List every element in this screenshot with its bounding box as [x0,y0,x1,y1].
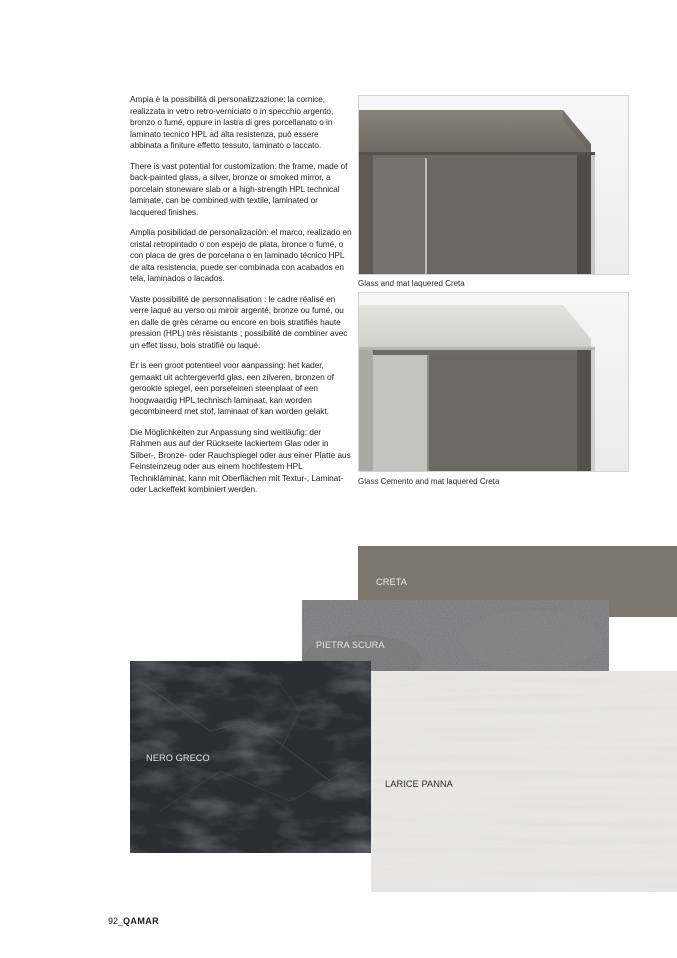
photo-caption: Glass Cemento and mat laquered Creta [358,477,500,486]
paragraph-spanish: Amplia posibilidad de personalización: el marco, realizado en cristal retropintado o con espejo de plata, bronce o fumé, o con placa de gres de porcelana o en laminado técnico HPL de alta resistencia, puede ser combinada con acabados en tela, laminados o lacados. [130,227,352,283]
product-photo-creta [358,95,629,275]
swatch-label-creta: CRETA [376,577,407,587]
paragraph-german: Die Möglichkeiten zur Anpassung sind weitläufig: der Rahmen aus auf der Rückseite lackiertem Glas oder in Silber-, Bronze- oder Rauchspiegel oder aus einer Platte aus Feinsteinzeug oder aus einem hochfestem HPL Technikläminat, kann mit Oberflächen mit Textur-, Laminat- oder Lackeffekt kombiniert werden. [130,426,351,494]
swatch-larice-panna [371,671,677,892]
brand-name: QAMAR [123,916,160,926]
paragraph-dutch: Er is een groot potentieel voor aanpassing: het kader, gemaakt uit achtergeverfd glas, een zilveren, bronzen of gerookte spiegel, een porseleinen steenplaat of een hoogwaardig HPL technisch laminaat, kan worden gecombineerd met stof, laminaat of kan worden gelakt. [130,360,334,416]
swatch-label-larice-panna: LARICE PANNA [385,779,453,789]
swatch-label-pietra-scura: PIETRA SCURA [316,640,385,650]
swatch-label-nero-greco: NERO GRECO [146,753,210,763]
paragraph-french: Vaste possibilité de personnalisation : le cadre réalisé en verre laqué au verso ou miroir argenté, bronze ou fumé, ou en dalle de grès cérame ou encore en bois stratifiés haute pression (HPL) très résistants ; possibilité de combiner avec un effet tissu, bois stratifié ou laqué. [130,293,348,350]
description-text-column [130,94,352,505]
paragraph-italian: Ampia è la possibilità di personalizzazione: la cornice, realizzata in vetro retro-verniciato o in specchio argento, bronzo o fumé, oppure in lastra di gres porcellanato o in laminato tecnico HPL ad alta resistenza, può essere abbinata a finiture effetto tessuto, laminato o laccato. [130,94,334,150]
product-photo-cemento [358,292,629,472]
swatch-nero-greco [130,661,371,853]
photo-caption: Glass and mat laquered Creta [358,279,465,288]
page-number: 92_ [108,916,124,926]
paragraph-english: There is vast potential for customization: the frame, made of back-painted glass, a silver, bronze or smoked mirror, a porcelain stoneware slab or a high-strength HPL technical laminate, can be combined with textile, laminated or lacquered finishes. [130,160,348,217]
page-footer [108,916,159,926]
